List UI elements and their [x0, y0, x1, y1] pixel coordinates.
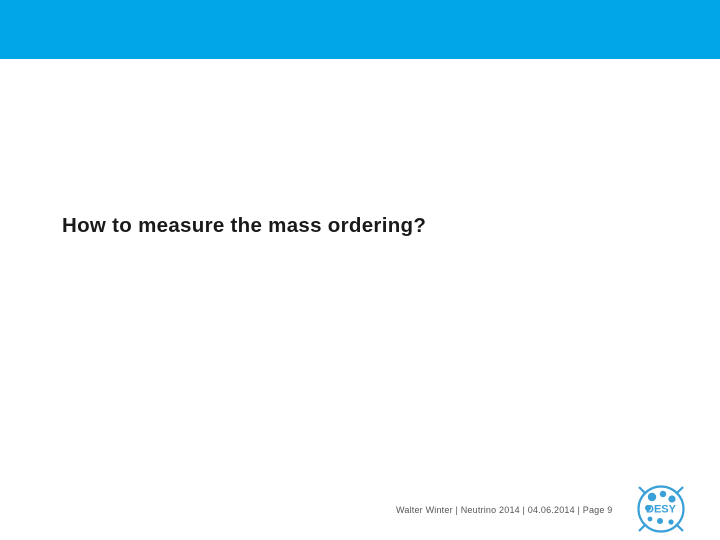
logo-text: DESY	[646, 503, 676, 516]
slide-title: How to measure the mass ordering?	[62, 214, 427, 237]
header-bar	[0, 0, 720, 59]
desy-logo	[636, 484, 686, 534]
footer-text: Walter Winter | Neutrino 2014 | 04.06.2014 | Page 9	[396, 505, 613, 515]
